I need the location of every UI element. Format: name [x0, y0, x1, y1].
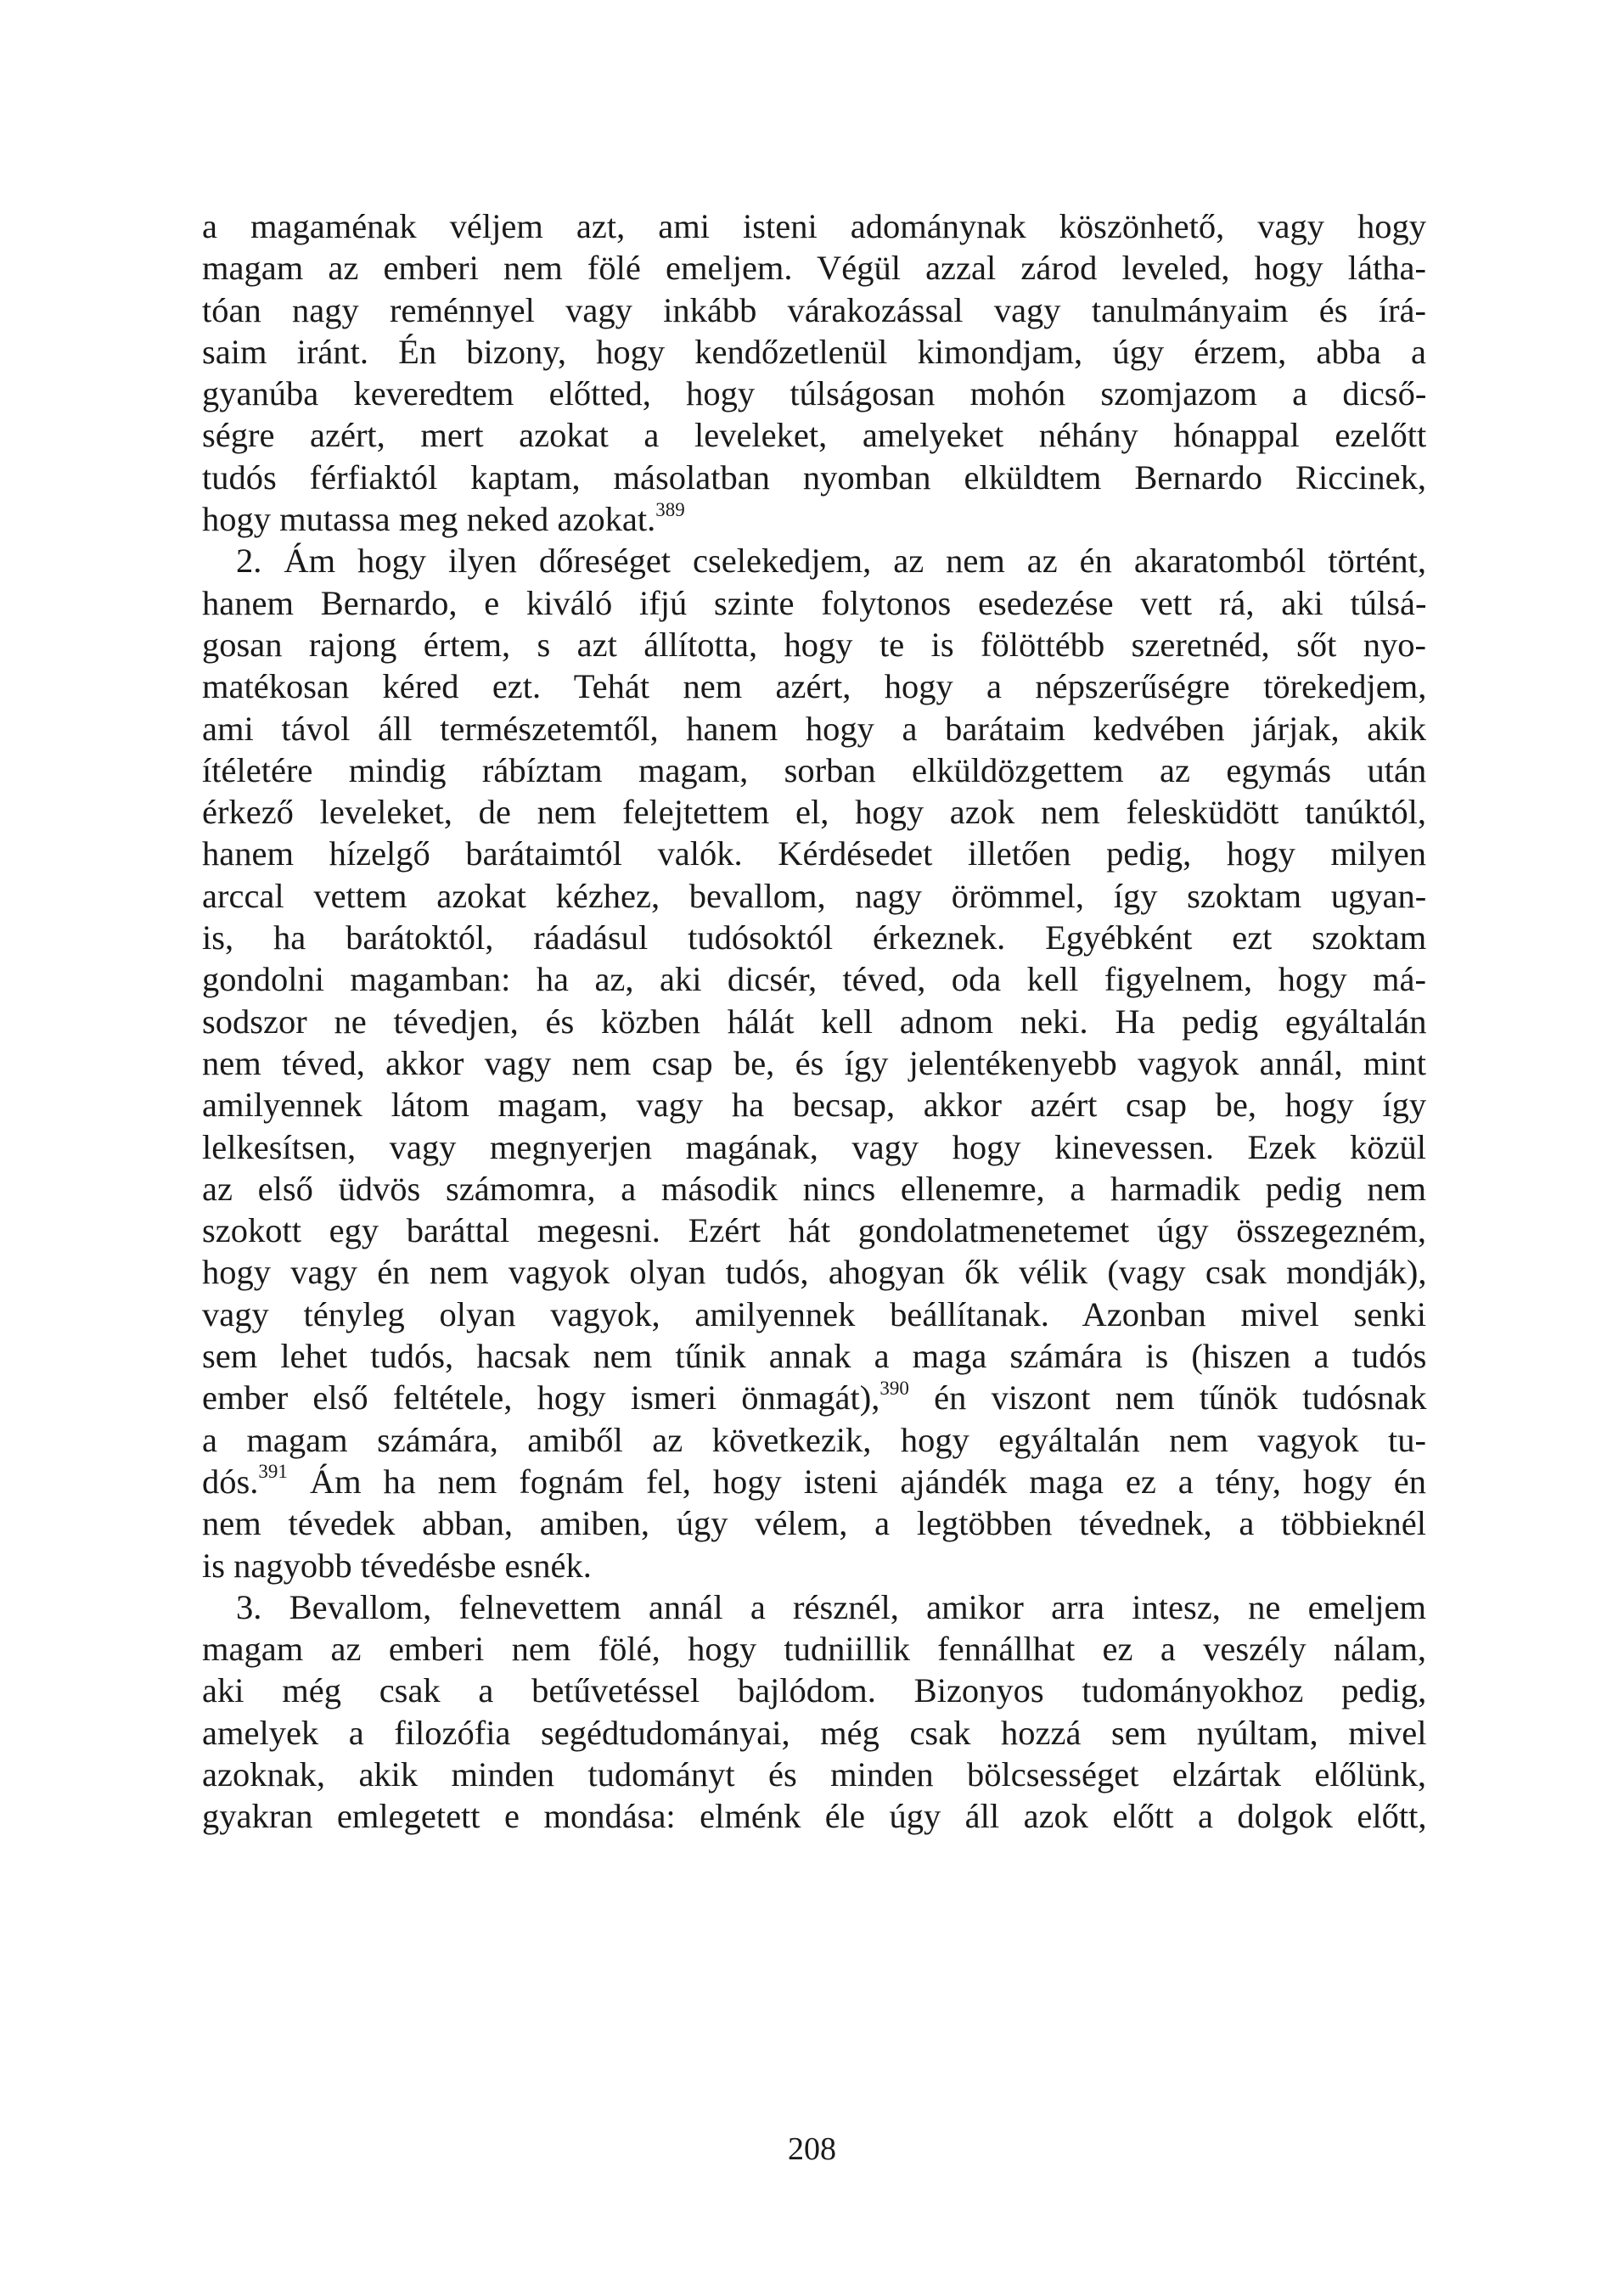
text-span: hogy mutassa meg neked azokat.	[202, 500, 656, 539]
text-line: azoknak, akik minden tudományt és minden bölcsességet elzártak előlünk,	[202, 1754, 1426, 1794]
footnote-ref-390: 390	[879, 1377, 909, 1399]
text-line: 2. Ám hogy ilyen dőreséget cselekedjem, az nem az én akaratomból történt,	[236, 542, 1427, 581]
text-span: dós.	[202, 1462, 259, 1501]
text-line: gyanúba keveredtem előtted, hogy túlságosan mohón szomjazom a dicső-	[202, 374, 1427, 413]
text-line: tudós férfiaktól kaptam, másolatban nyomban elküldtem Bernardo Riccinek,	[202, 458, 1426, 497]
text-line: lelkesítsen, vagy megnyerjen magának, vagy hogy kinevessen. Ezek közül	[202, 1127, 1426, 1166]
text-line	[202, 1461, 1426, 1502]
footnote-ref-391: 391	[258, 1461, 288, 1483]
text-line: sem lehet tudós, hacsak nem tűnik annak a maga számára is (hiszen a tudós	[202, 1337, 1427, 1376]
text-line: matékosan kéred ezt. Tehát nem azért, hogy a népszerűségre törekedjem,	[202, 667, 1427, 706]
paragraph-3	[202, 1586, 1426, 1838]
text-line: magam az emberi nem fölé, hogy tudniillik fennállhat ez a veszély nálam,	[202, 1630, 1426, 1669]
text-line: sodszor ne tévedjen, és közben hálát kell adnom neki. Ha pedig egyáltalán	[202, 1002, 1427, 1041]
text-line: aki még csak a betűvetéssel bajlódom. Bizonyos tudományokhoz pedig,	[202, 1671, 1427, 1710]
text-line: hanem Bernardo, e kiváló ifjú szinte folytonos esedezése vett rá, aki túlsá-	[202, 583, 1427, 622]
text-span: ember első feltétele, hogy ismeri önmagát),	[202, 1378, 880, 1417]
text-line: is nagyobb tévedésbe esnék.	[202, 1546, 592, 1585]
text-span: Ám ha nem fognám fel, hogy isteni ajándék maga ez a tény, hogy én	[287, 1462, 1426, 1501]
text-line: saim iránt. Én bizony, hogy kendőzetlenül kimondjam, úgy érzem, abba a	[202, 332, 1426, 371]
text-line: nem téved, akkor vagy nem csap be, és így jelentékenyebb vagyok annál, mint	[202, 1043, 1426, 1082]
text-line: gosan rajong értem, s azt állította, hogy te is fölöttébb szeretnéd, sőt nyo-	[202, 625, 1426, 664]
footnote-ref-389: 389	[655, 498, 685, 520]
text-line	[202, 1377, 1426, 1418]
text-line: 3. Bevallom, felnevettem annál a résznél, amikor arra intesz, ne emeljem	[236, 1587, 1426, 1626]
text-line: magam az emberi nem fölé emeljem. Végül azzal zárod leveled, hogy látha-	[202, 249, 1426, 288]
text-line: is, ha barátoktól, ráadásul tudósoktól érkeznek. Egyébként ezt szoktam	[202, 918, 1427, 957]
text-line: hogy vagy én nem vagyok olyan tudós, ahogyan ők vélik (vagy csak mondják),	[202, 1253, 1427, 1292]
text-line: arccal vettem azokat kézhez, bevallom, nagy örömmel, így szoktam ugyan-	[202, 876, 1427, 915]
text-line: a magaménak véljem azt, ami isteni adománynak köszönhető, vagy hogy	[202, 207, 1427, 245]
text-line: gyakran emlegetett e mondása: elménk éle úgy áll azok előtt a dolgok előtt,	[202, 1797, 1427, 1836]
paragraph-2	[202, 540, 1426, 1586]
text-line: gondolni magamban: ha az, aki dicsér, téved, oda kell figyelnem, hogy má-	[202, 960, 1426, 999]
text-span: én viszont nem tűnök tudósnak	[908, 1378, 1427, 1417]
text-line: ami távol áll természetemtől, hanem hogy a barátaim kedvében járjak, akik	[202, 709, 1426, 748]
text-line: ítéletére mindig rábíztam magam, sorban elküldözgettem az egymás után	[202, 750, 1427, 789]
text-line: ségre azért, mert azokat a leveleket, amelyeket néhány hónappal ezelőtt	[202, 416, 1427, 455]
text-line: szokott egy baráttal megesni. Ezért hát gondolatmenetemet úgy összegezném,	[202, 1211, 1426, 1250]
text-line: tóan nagy reménnyel vagy inkább várakozással vagy tanulmányaim és írá-	[202, 290, 1426, 329]
text-line: vagy tényleg olyan vagyok, amilyennek beállítanak. Azonban mivel senki	[202, 1294, 1426, 1333]
text-line: amelyek a filozófia segédtudományai, még csak hozzá sem nyúltam, mivel	[202, 1713, 1427, 1752]
text-line: a magam számára, amiből az következik, hogy egyáltalán nem vagyok tu-	[202, 1420, 1426, 1459]
body-text	[202, 205, 1426, 1838]
text-line: érkező leveleket, de nem felejtettem el, hogy azok nem felesküdött tanúktól,	[202, 793, 1426, 832]
text-line: amilyennek látom magam, vagy ha becsap, akkor azért csap be, hogy így	[202, 1086, 1427, 1125]
page-number: 208	[788, 2131, 836, 2167]
text-line	[202, 498, 1426, 540]
text-line: az első üdvös számomra, a második nincs ellenemre, a harmadik pedig nem	[202, 1169, 1426, 1208]
text-line: hanem hízelgő barátaimtól valók. Kérdésedet illetően pedig, hogy milyen	[202, 834, 1426, 873]
text-line: nem tévedek abban, amiben, úgy vélem, a legtöbben tévednek, a többieknél	[202, 1504, 1426, 1543]
paragraph-1	[202, 205, 1426, 540]
